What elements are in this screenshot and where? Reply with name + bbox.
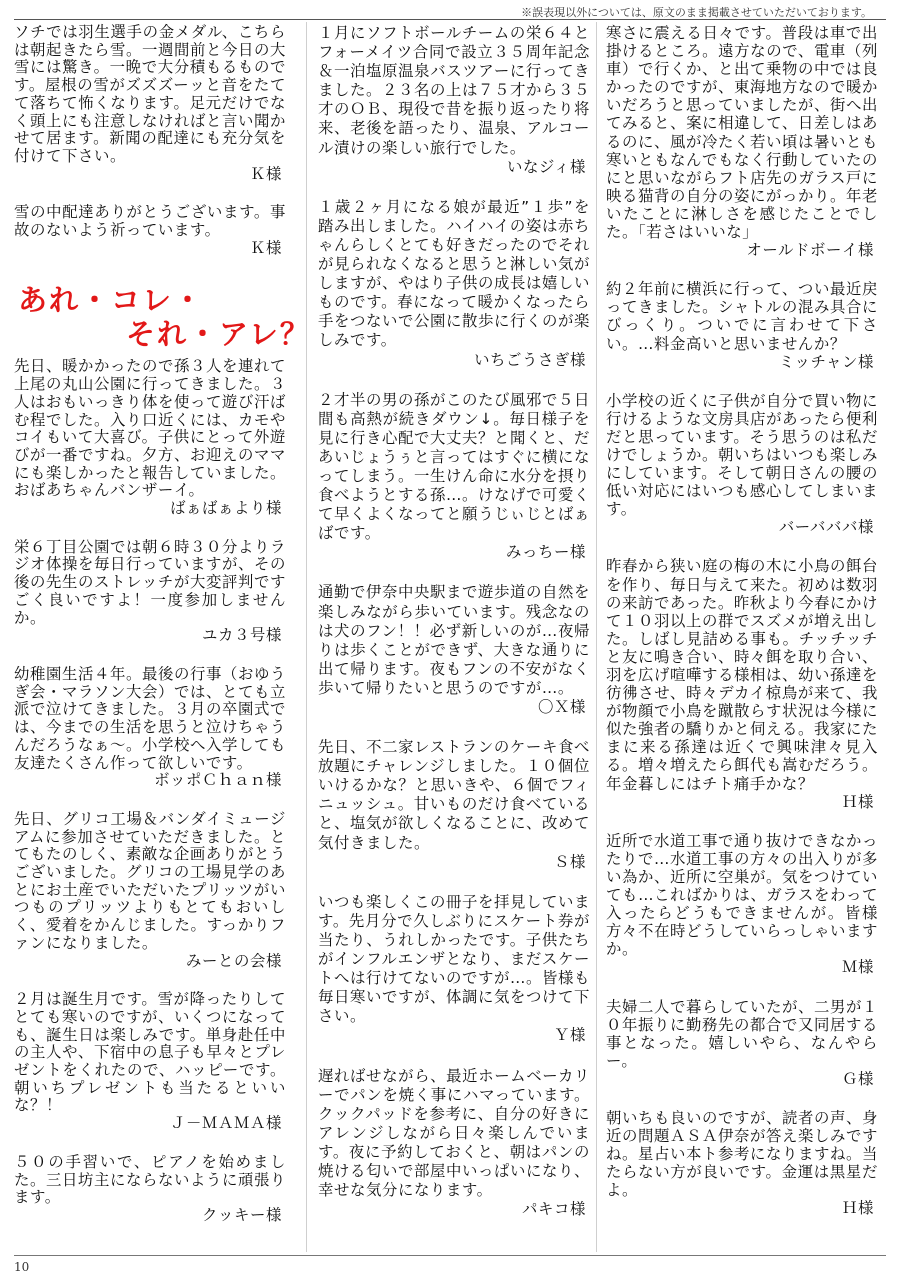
- reader-letter: [318, 1067, 590, 1220]
- section-heading: [14, 278, 311, 352]
- letter-signature: ユカ３号様: [202, 626, 282, 645]
- column-3: [606, 24, 878, 1239]
- letter-text: 先日、不二家レストランのケーキ食べ放題にチャレンジしました。１０個位いけるかな？と思いきや、６個でフィニュッシュ。甘いものだけ食べていると、塩気が欲しくなることに、改めて気付きました。: [318, 738, 590, 852]
- letter-signature: Ｍ様: [842, 958, 874, 977]
- section-heading-line1: あれ・コレ・: [18, 283, 205, 318]
- column-divider: [306, 22, 307, 1252]
- letter-signature: いちごうさぎ様: [474, 350, 586, 369]
- letter-signature: Ｓ様: [554, 852, 586, 871]
- letter-signature: 〇Ｘ様: [538, 698, 586, 716]
- reprint-notice: ※誤表現以外については、原文のまま掲載させていただいております。: [521, 6, 872, 19]
- reader-letter: [318, 198, 590, 370]
- reader-letter: [606, 832, 878, 977]
- letter-text: 幼稚園生活４年。最後の行事（おゆうぎ会・マラソン大会）では、とても立派で泣けてきました。３月の卒園式では、今までの生活を思うと泣けちゃうんだろうなぁ～。小学校へ入学しても友達たくさん作って欲しいです。: [14, 664, 286, 772]
- letter-text: 先日、グリコ工場＆バンダイミュージアムに参加させていただきました。とてもたのしく、素敵な企画ありがとうございました。グリコの工場見学のあとにお土産でいただいたプリッツがいつものプリッツよりもとてもおいしく、愛着をかんじました。すっかりファンになりました。: [14, 809, 286, 952]
- letter-text: ２月は誕生月です。雪が降ったりしてとても寒いのですが、いくつになっても、誕生日は楽しみです。単身赴任中の主人や、下宿中の息子も早々とプレゼントをくれたので、ハッピーです。朝いちプレゼントも当たるといいな？！: [14, 990, 286, 1115]
- letter-signature: みっちー様: [506, 543, 586, 562]
- top-rule: [14, 19, 886, 20]
- letter-text: 遅ればせながら、最近ホームベーカリーでパンを焼く事にハマっています。クックパッドを参考に、自分の好きにアレンジしながら日々楽しんでいます。夜に予約しておくと、朝はパンの焼ける匂いで部屋中いっぱいになり、幸せな気分になります。: [318, 1066, 590, 1200]
- reader-letter: [606, 24, 878, 259]
- reader-letter: [606, 557, 878, 810]
- reader-letter: [318, 24, 590, 177]
- reader-letter: [14, 991, 286, 1133]
- letter-text: 先日、暖かかったので孫３人を連れて上尾の丸山公園に行ってきました。３人はおもいっきり体を使って遊び汗ばむ程でした。入り口近くには、カモやコイもいて大喜び。子供にとって外遊びが一番ですね。夕方、お迎えのママにも楽しかったと報告していました。おばあちゃんバンザーイ。: [14, 357, 286, 500]
- letter-text: ２才半の男の孫がこのたび風邪で５日間も高熱が続きダウン↓。毎日様子を見に行き心配で大丈夫？と聞くと、だあいじょうぅと言ってはすぐに横になってしまう。一生けん命に水分を摂り食べようとする孫…。けなげで可愛くて早くよくなってと願うじぃじとばぁばです。: [318, 390, 590, 543]
- letter-signature: Ｋ様: [250, 164, 282, 183]
- reader-letter: [606, 998, 878, 1088]
- reader-letter: [14, 204, 286, 257]
- letter-signature: パキコ様: [522, 1200, 586, 1219]
- letter-text: １歳２ヶ月になる娘が最近”１歩”を踏み出しました。ハイハイの姿は赤ちゃんらしくとても好きだったのでそれが見られなくなると思うと淋しい気がしますが、やはり子供の成長は嬉しいものです。春になって暖かくなったら手をつないで公園に散歩に行くのが楽しみです。: [318, 197, 590, 350]
- letter-text: 雪の中配達ありがとうございます。事故のないよう祈っています。: [14, 203, 286, 240]
- letter-text: 寒さに震える日々です。普段は車で出掛けるところ。遠方なので、電車（列車）で行くか、と出て乗物の中では良かったのですが、東海地方なので暖かいだろうと思っていましたが、街へ出てみると、案に相違して、日差しはあるのに、風が冷たく若い頃は暑いとも寒いともなんでもなく行動していたのにと思いながらフト店先のガラス戸に映る猫背の自分の姿にがっかり。年老いたことに淋しさを感じたことでした。「若さはいいな」: [606, 24, 878, 242]
- column-divider: [596, 22, 597, 1252]
- letter-signature: Ｈ様: [842, 1199, 874, 1218]
- reader-letter: [14, 811, 286, 970]
- letter-signature: Ｈ様: [842, 792, 874, 811]
- letter-signature: ばぁばぁより様: [170, 499, 282, 518]
- letter-text: 朝いちも良いのですが、読者の声、身近の問題ＡＳＡ伊奈が答え楽しみですね。星占い本ト参考になりますね。当たらない方が良いです。金運は黒星だよ。: [606, 1108, 878, 1200]
- letter-text: 通勤で伊奈中央駅まで遊歩道の自然を楽しみながら歩いています。残念なのは犬のフン！！必ず新しいのが…夜帰りは歩くことができず、大きな通りに出て帰ります。夜もフンの不安がなく歩いて帰りたいと思うのですが…。: [318, 583, 590, 697]
- reader-letter: [14, 358, 286, 517]
- letter-signature: みーとの会様: [186, 951, 282, 970]
- reader-letter: [606, 392, 878, 537]
- bottom-rule: [14, 1255, 886, 1256]
- letter-text: １月にソフトボールチームの栄６４とフォーメイツ合同で設立３５周年記念＆一泊塩原温泉バスツアーに行ってきました。２３名の上は７５才から３５才のＯＢ、現役で昔を振り返ったり将来、老後を語ったり、温泉、アルコール漬けの楽しい旅行でした。: [318, 24, 590, 157]
- column-2: [318, 24, 590, 1240]
- reader-letter: [14, 666, 286, 790]
- letter-text: 近所で水道工事で通り抜けできなかったりで…水道工事の方々の出入りが多い為か、近所に空巣が。気をつけていても…こればかりは、ガラスをわって入ったらどうもできませんが。皆様方々不在時どうしていらっしゃいますか。: [606, 831, 878, 959]
- reader-letter: [318, 583, 590, 717]
- letter-signature: Ｋ様: [250, 238, 282, 257]
- reader-letter: [14, 24, 286, 183]
- letter-signature: クッキー様: [202, 1205, 282, 1224]
- reader-letter: [318, 893, 590, 1046]
- reader-letter: [14, 539, 286, 645]
- letter-signature: いなジィ様: [506, 157, 586, 176]
- letter-signature: オールドボーイ様: [746, 241, 874, 260]
- reader-letter: [606, 1109, 878, 1218]
- letter-signature: Ｙ様: [554, 1026, 586, 1045]
- letter-text: ソチでは羽生選手の金メダル、こちらは朝起きたら雪。一週間前と今日の大雪には驚き。一晩で大分積もるものです。屋根の雪がズズズーッと音をたてて落ちて怖くなります。足元だけでなく頭上にも注意しなければと言い聞かせて居ます。新聞の配達にも充分気を付けて下さい。: [14, 23, 286, 165]
- reader-letter: [318, 738, 590, 872]
- section-heading-line2: それ・アレ？: [126, 317, 311, 352]
- letter-signature: ボッポＣｈａｎ様: [154, 771, 282, 790]
- letter-signature: Ｊ－ＭＡＭＡ様: [170, 1114, 282, 1133]
- column-1: [14, 23, 311, 1246]
- letter-text: 昨春から狭い庭の梅の木に小鳥の餌台を作り、毎日与えて来た。初めは数羽の来訪であった。昨秋より今春にかけて１０羽以上の群でスズメが増え出した。しばし見詰める事も。チッチッチと友に鳴き合い、時々餌を取り合い、羽を広げ喧嘩する様相は、幼い孫達を彷彿させ、時々デカイ椋鳥が来て、我が物顔で小鳥を蹴散らす状況は今様に似た強者の驕りかと伺える。我家にたまに来る孫達は近くで興味津々見入る。増々増えたら餌代も嵩むだろう。年金暮しにはチト痛手かな？: [606, 557, 878, 793]
- reader-letter: [606, 280, 878, 370]
- letter-signature: バーバババ様: [778, 518, 874, 537]
- letter-signature: Ｇ様: [842, 1069, 874, 1088]
- reader-letter: [14, 1154, 286, 1225]
- letter-text: 小学校の近くに子供が自分で買い物に行けるような文房具店があったら便利だと思っています。そう思うのは私だけでしょうか。朝いちはいつも楽しみにしています。そして朝日さんの腰の低い対応にはいつも感心してしまいます。: [606, 391, 878, 519]
- page-number: 10: [14, 1260, 30, 1274]
- letter-text: 夫婦二人で暮らしていたが、二男が１０年振りに勤務先の都合で又同居する事となった。嬉しいやら、なんやらー。: [606, 997, 878, 1070]
- reader-letter: [318, 391, 590, 563]
- letter-text: ５０の手習いで、ピアノを始めました。三日坊主にならないように頑張ります。: [14, 1152, 286, 1207]
- letter-text: いつも楽しくこの冊子を拝見しています。先月分で久しぶりにスケート券が当たり、うれしかったです。子供たちがインフルエンザとなり、まだスケートへは行けてないのですが…。皆様も毎日寒いですが、体調に気をつけて下さい。: [318, 892, 590, 1026]
- letter-signature: ミッチャン様: [778, 352, 874, 371]
- letter-text: 約２年前に横浜に行って、つい最近戻ってきました。シャトルの混み具合にびっくり。ついでに言わせて下さい。…料金高いと思いませんか？: [606, 280, 878, 353]
- letter-text: 栄６丁目公園では朝６時３０分よりラジオ体操を毎日行っていますが、その後の先生のストレッチが大変評判ですごく良いですよ！一度参加しませんか。: [14, 537, 286, 627]
